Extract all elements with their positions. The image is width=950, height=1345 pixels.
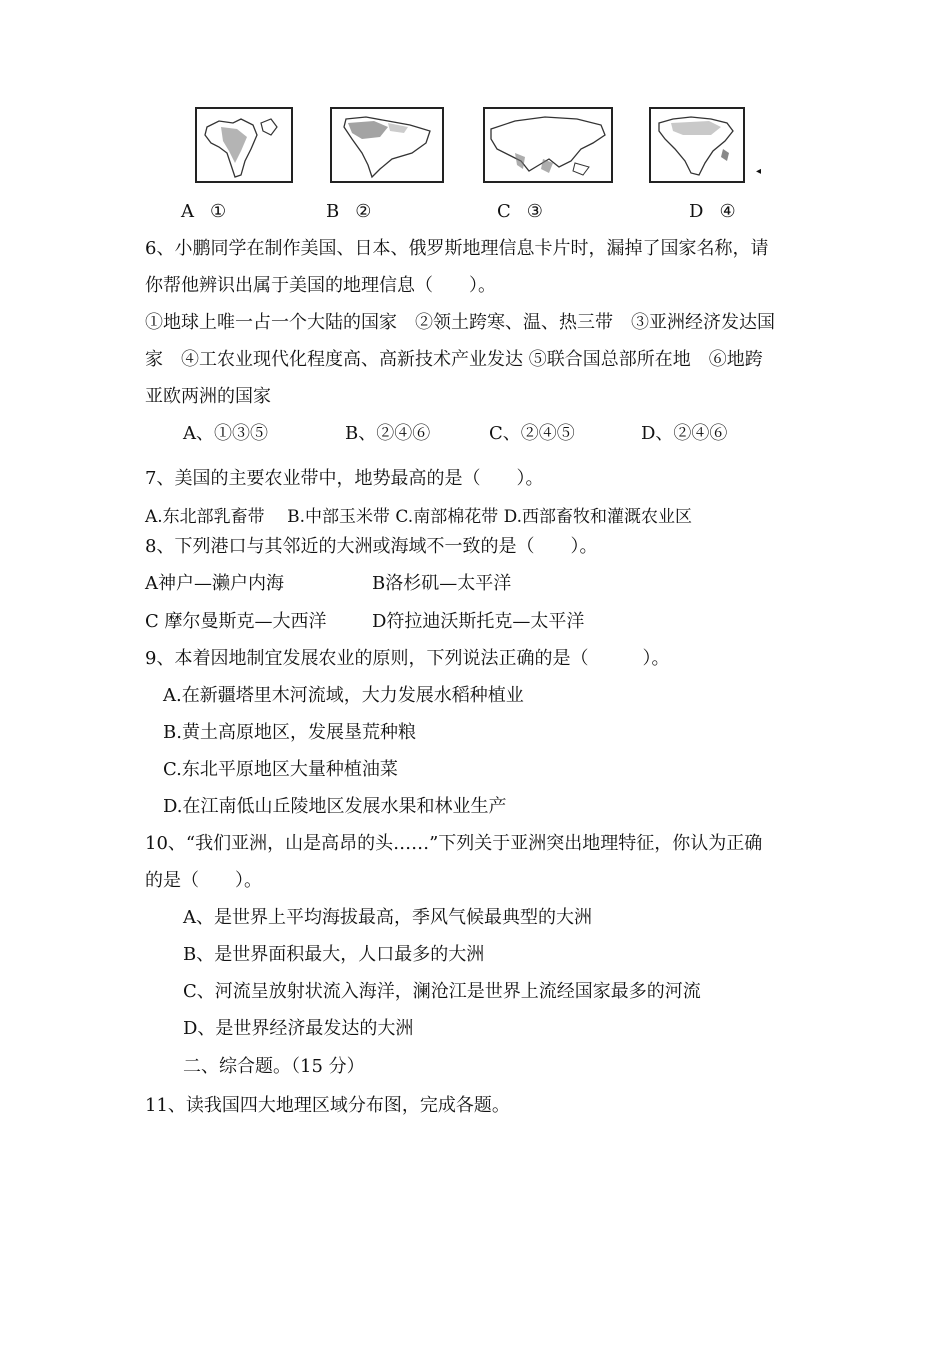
q10-option-c: C、河流呈放射状流入海洋，澜沧江是世界上流经国家最多的河流 — [183, 981, 701, 1002]
map-label-number: ② — [355, 201, 372, 222]
asia-map-icon — [485, 109, 611, 181]
map-edge-mark: ◂ — [756, 166, 762, 177]
map-thumbnail-a — [195, 107, 293, 183]
q9-option-b: B.黄土高原地区，发展垦荒种粮 — [163, 722, 416, 743]
q8-option-d: D符拉迪沃斯托克—太平洋 — [372, 611, 585, 632]
q8-option-b: B洛杉矶—太平洋 — [372, 573, 512, 594]
q8-stem: 8、下列港口与其邻近的大洲或海域不一致的是（ ）。 — [145, 536, 598, 557]
q6-option-c: C、②④⑤ — [489, 423, 575, 444]
q7-options: A.东北部乳畜带 B.中部玉米带 C.南部棉花带 D.西部畜牧和灌溉农业区 — [145, 507, 693, 527]
map-label-d — [689, 200, 736, 224]
q10-option-d: D、是世界经济最发达的大洲 — [183, 1018, 414, 1039]
map-label-c — [497, 200, 543, 224]
map-label-a — [181, 200, 226, 224]
map-label-letter: A — [181, 201, 194, 222]
q6-stem-line3: ①地球上唯一占一个大陆的国家 ②领土跨寒、温、热三带 ③亚洲经济发达国 — [145, 312, 775, 333]
q6-stem-line4: 家 ④工农业现代化程度高、高新技术产业发达 ⑤联合国总部所在地 ⑥地跨 — [145, 349, 763, 370]
africa-north-map-icon — [651, 109, 743, 181]
map-label-b — [326, 200, 371, 224]
q9-stem: 9、本着因地制宜发展农业的原则，下列说法正确的是（ ）。 — [145, 648, 670, 669]
map-label-letter: D — [689, 201, 704, 222]
map-thumbnail-c — [483, 107, 613, 183]
q10-stem-line1: 10、“我们亚洲，山是高昂的头……”下列关于亚洲突出地理特征，你认为正确 — [145, 833, 763, 854]
map-label-number: ④ — [719, 201, 736, 222]
q6-option-b: B、②④⑥ — [345, 423, 431, 444]
q6-option-a: A、①③⑤ — [183, 423, 268, 444]
q8-option-a: A神户—濑户内海 — [145, 573, 284, 594]
q10-option-a: A、是世界上平均海拔最高，季风气候最典型的大洲 — [183, 907, 592, 928]
map-thumbnail-b — [330, 107, 444, 183]
q6-stem-line2: 你帮他辨识出属于美国的地理信息（ ）。 — [145, 275, 496, 296]
africa-map-icon — [197, 109, 291, 181]
map-label-number: ① — [210, 201, 227, 222]
section-heading: 二、综合题。（15 分） — [183, 1056, 365, 1077]
map-thumbnail-d — [649, 107, 745, 183]
q11-stem: 11、读我国四大地理区域分布图，完成各题。 — [145, 1095, 510, 1116]
q9-option-c: C.东北平原地区大量种植油菜 — [163, 759, 398, 780]
q7-stem: 7、美国的主要农业带中，地势最高的是（ ）。 — [145, 468, 544, 489]
q6-stem-line5: 亚欧两洲的国家 — [145, 386, 271, 407]
q8-option-c: C 摩尔曼斯克—大西洋 — [145, 611, 327, 632]
map-label-letter: C — [497, 201, 511, 222]
q9-option-d: D.在江南低山丘陵地区发展水果和林业生产 — [163, 796, 507, 817]
q6-stem-line1: 6、小鹏同学在制作美国、日本、俄罗斯地理信息卡片时，漏掉了国家名称，请 — [145, 238, 769, 259]
south-america-map-icon — [332, 109, 442, 181]
q6-option-d: D、②④⑥ — [641, 423, 728, 444]
map-label-letter: B — [326, 201, 340, 222]
map-label-number: ③ — [526, 201, 543, 222]
q9-option-a: A.在新疆塔里木河流域，大力发展水稻种植业 — [163, 685, 524, 706]
q10-option-b: B、是世界面积最大，人口最多的大洲 — [183, 944, 485, 965]
q10-stem-line2: 的是（ ）。 — [145, 870, 262, 891]
